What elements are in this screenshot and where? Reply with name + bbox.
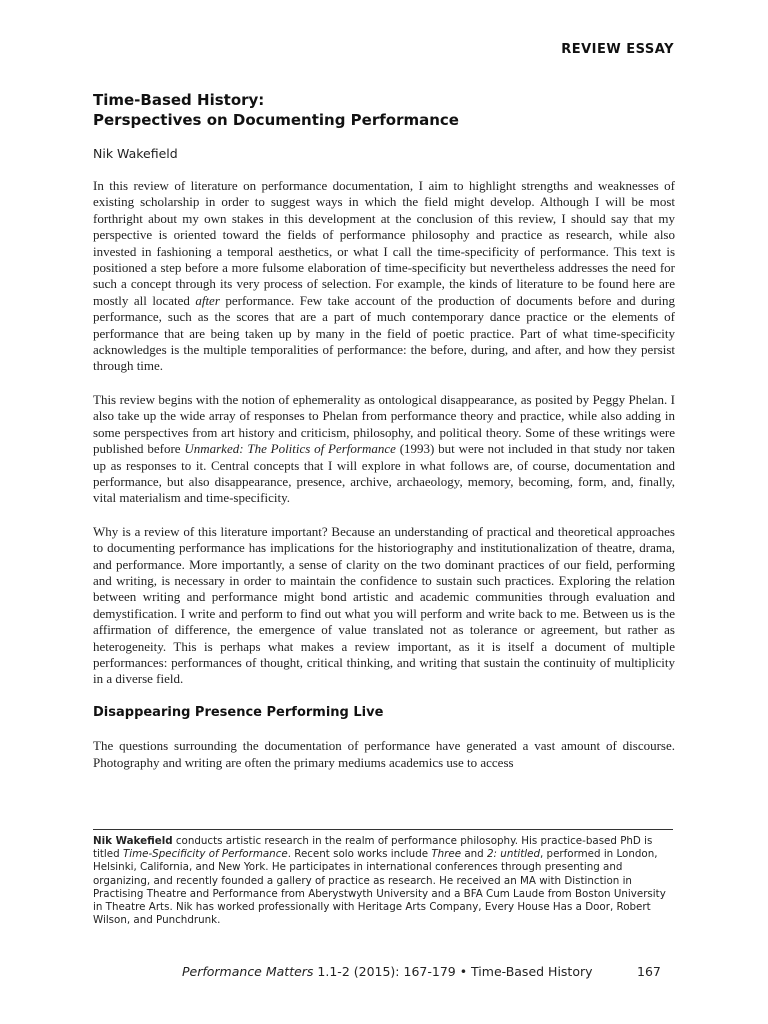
page-number: 167 — [637, 964, 661, 979]
paragraph-3: Why is a review of this literature important? Because an understanding of practical and theoretical approaches to documenting performance has implications for the historiography and institutionalization of theatre, drama, and performance. More importantly, a sense of clarity on the two dominant practices of our field, performing and writing, is necessary in order to maintain the confidence to sustain such practices. Exploring the relation between writing and performance might bond artistic and academic communities through evaluation and demystification. I write and perform to find out what you will perform and write back to me. Between us is the affirmation of difference, the emergence of value translated not as tolerance or agreement, but rather as heterogeneity. This is perhaps what makes a review important, as it is itself a document of multiple performances: performances of thought, critical thinking, and writing that sustain the continuity of multiplicity in a diverse field. — [93, 523, 675, 687]
bio-thesis-title: Time-Specificity of Performance — [122, 848, 288, 861]
footer-journal-name: Performance Matters — [182, 964, 314, 979]
author-bio — [93, 835, 675, 927]
title-line-1: Time-Based History: — [93, 91, 265, 109]
bio-work-2: 2: untitled — [487, 848, 541, 861]
author-name: Nik Wakefield — [93, 146, 178, 161]
paragraph-2-text-b: (1993) but were not included in that study nor taken up as responses to it. Central concepts that I will explore in what follows are, of course, documentation and performance, but also disappearance, presence, archive, archaeology, memory, becoming, form, and, finally, vital materialism and time-specificity. — [93, 441, 675, 506]
article-body — [93, 178, 675, 771]
bio-text-3: and — [461, 848, 487, 861]
bio-text-4: , performed in London, Helsinki, California, and New York. He participates in international conferences through presenting and organizing, and recently founded a gallery of practice as research. He received an MA with Distinction in Practising Theatre and Performance from Aberystwyth University and a BFA Cum Laude from Boston University in Theatre Arts. Nik has worked professionally with Heritage Arts Company, Every House Has a Door, Robert Wilson, and Punchdrunk. — [93, 848, 666, 927]
bio-work-1: Three — [431, 848, 462, 861]
article-title — [93, 90, 693, 130]
section-heading: Disappearing Presence Performing Live — [93, 704, 384, 720]
paragraph-1 — [93, 178, 675, 375]
bio-author-name: Nik Wakefield — [93, 835, 173, 847]
title-line-2: Perspectives on Documenting Performance — [93, 111, 459, 129]
paragraph-1-text-a: In this review of literature on performance documentation, I aim to highlight strengths and weaknesses of existing scholarship in order to suggest ways in which the field might develop. Although I will be most forthright about my own stakes in this development at the conclusion of this review, I should say that my perspective is oriented toward the fields of performance philosophy and practice as research, while also invested in fashioning a temporal aesthetics, or what I call the time-specificity of performance. This text is positioned a step before a more fulsome elaboration of time-specificity but nevertheless addresses the need for such a concept through its very process of selection. For example, the kinds of literature to be found here are mostly all located — [93, 178, 675, 308]
bio-text-1: conducts artistic research in the realm of performance philosophy. His practice-based PhD is titled — [93, 835, 653, 861]
section-label: REVIEW ESSAY — [561, 42, 674, 57]
bio-text-2: . Recent solo works include — [287, 848, 432, 861]
paragraph-2-book-title: Unmarked: The Politics of Performance — [184, 441, 396, 457]
paragraph-4: The questions surrounding the documentation of performance have generated a vast amount of discourse. Photography and writing are often the primary mediums academics use to access — [93, 738, 675, 770]
footnote-divider — [93, 829, 673, 830]
paragraph-1-emphasis: after — [195, 292, 220, 308]
paragraph-2-text-a: This review begins with the notion of ephemerality as ontological disappearance, as posited by Peggy Phelan. I also take up the wide array of responses to Phelan from performance theory and practice, while also adding in some perspectives from art history and criticism, philosophy, and political theory. Some of these writings were published before — [93, 391, 675, 457]
footer-citation-rest: 1.1-2 (2015): 167-179 • Time-Based History — [313, 964, 593, 979]
footer-citation — [182, 964, 593, 979]
paragraph-2 — [93, 392, 675, 507]
paragraph-1-text-b: performance. Few take account of the production of documents before and during performance, such as the scores that are a part of much contemporary dance practice or the elements of performance that are being taken up by many in the field of poetic practice. Part of what time-specificity acknowledges is the multiple temporalities of performance: the before, during, and after, and how they persist through time. — [93, 292, 675, 374]
